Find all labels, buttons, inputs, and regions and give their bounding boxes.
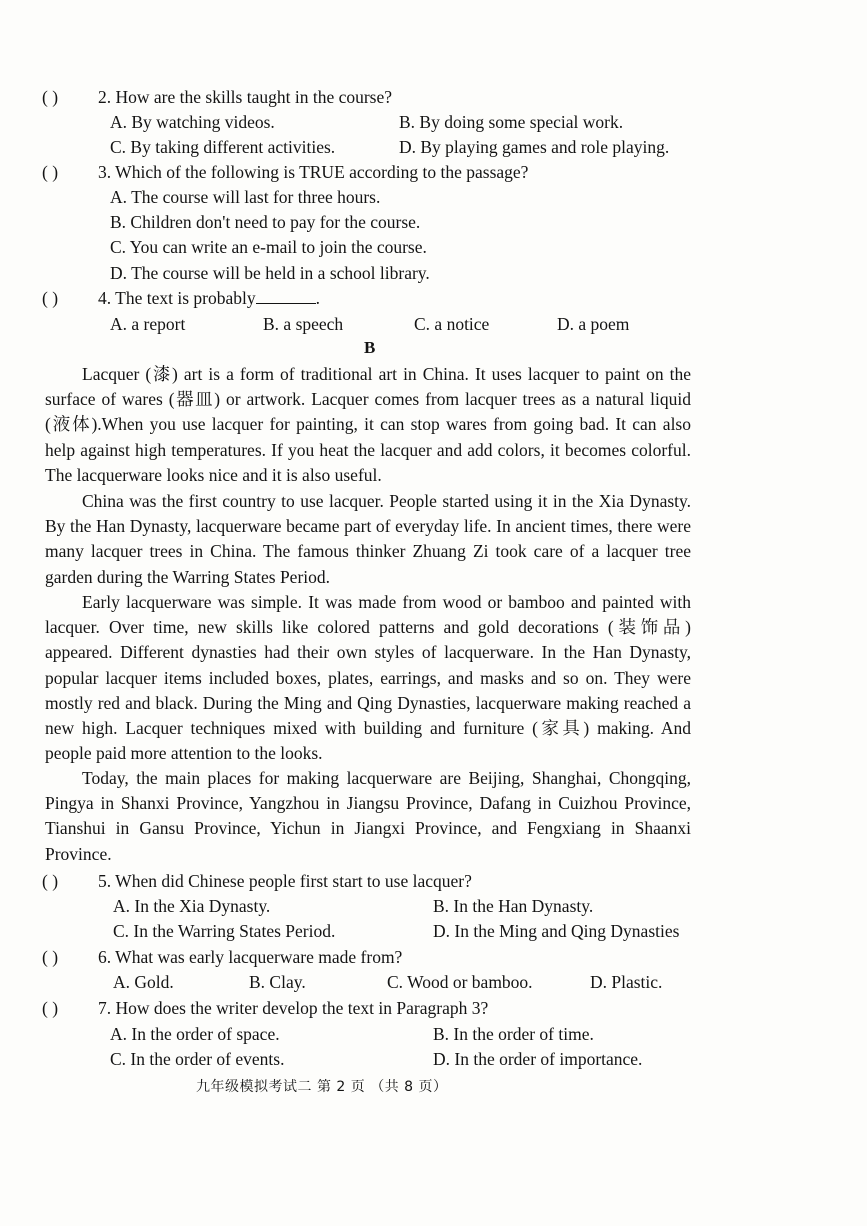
question-stem-end: . [315,288,321,308]
question-3 [42,161,528,183]
option-c: C. In the order of events. [110,1049,285,1069]
option-b: B. In the order of time. [433,1024,594,1044]
option-b: B. a speech [263,314,344,334]
option-a: A. In the Xia Dynasty. [113,896,271,916]
section-title: B [364,338,376,357]
option-c: C. a notice [414,314,490,334]
option-b: B. In the Han Dynasty. [433,896,594,916]
option-c: C. You can write an e-mail to join the course. [110,237,427,257]
page-footer: 九年级模拟考试二 第 2 页 （共 8 页） [196,1079,448,1095]
option-a: A. In the order of space. [110,1024,280,1044]
question-4 [42,287,320,309]
passage-paragraph-2: China was the first country to use lacquer. People started using it in the Xia Dynasty. By the Han Dynasty, lacquerware became part of everyday life. In ancient times, there were many lacquer trees in China. The famous thinker Zhuang Zi took care of a lacquer tree garden during the Warring States Period. [45,491,691,587]
answer-bracket[interactable]: ( ) [42,871,59,891]
option-b: B. By doing some special work. [399,112,624,132]
passage-paragraph-1: Lacquer (漆) art is a form of traditional art in China. It uses lacquer to paint on the surface of wares (器皿) or artwork. Lacquer comes from lacquer trees as a natural liquid (液体).When you use lacquer for painting, it can stop wares from going bad. It can also help against high temperatures. If you heat the lacquer and add colors, it becomes colorful. The lacquerware looks nice and it is also useful. [45,364,691,485]
question-stem: 4. The text is probably [98,288,256,308]
question-stem: 6. What was early lacquerware made from? [98,947,403,967]
option-d: D. By playing games and role playing. [399,137,670,157]
question-6 [42,946,402,968]
option-a: A. Gold. [113,972,174,992]
answer-bracket[interactable]: ( ) [42,998,59,1018]
option-d: D. The course will be held in a school library. [110,263,430,283]
answer-bracket[interactable]: ( ) [42,947,59,967]
answer-bracket[interactable]: ( ) [42,162,59,182]
answer-bracket[interactable]: ( ) [42,87,59,107]
option-c: C. Wood or bamboo. [387,972,533,992]
question-7 [42,997,488,1019]
question-stem: 7. How does the writer develop the text in Paragraph 3? [98,998,489,1018]
option-a: A. The course will last for three hours. [110,187,381,207]
fill-blank[interactable] [256,289,316,304]
question-stem: 2. How are the skills taught in the course? [98,87,393,107]
option-c: C. In the Warring States Period. [113,921,336,941]
option-d: D. In the Ming and Qing Dynasties [433,921,680,941]
answer-bracket[interactable]: ( ) [42,288,59,308]
option-d: D. a poem [557,314,630,334]
question-5 [42,870,472,892]
option-a: A. a report [110,314,186,334]
option-d: D. Plastic. [590,972,663,992]
question-2 [42,86,392,108]
option-b: B. Clay. [249,972,306,992]
option-b: B. Children don't need to pay for the course. [110,212,421,232]
option-c: C. By taking different activities. [110,137,336,157]
passage-paragraph-4: Today, the main places for making lacquerware are Beijing, Shanghai, Chongqing, Pingya in Shanxi Province, Yangzhou in Jiangsu Province, Dafang in Cuizhou Province, Tianshui in Gansu Province, Yichun in Jiangxi Province, and Fengxiang in Shaanxi Province. [45,768,691,864]
question-stem: 3. Which of the following is TRUE according to the passage? [98,162,529,182]
question-stem: 5. When did Chinese people first start to use lacquer? [98,871,472,891]
option-d: D. In the order of importance. [433,1049,643,1069]
option-a: A. By watching videos. [110,112,275,132]
passage-paragraph-3: Early lacquerware was simple. It was made from wood or bamboo and painted with lacquer. Over time, new skills like colored patterns and gold decorations (装饰品) appeared. Different dynasties had their own styles of lacquerware. In the Han Dynasty, popular lacquer items included boxes, plates, earrings, and masks and so on. They were mostly red and black. During the Ming and Qing Dynasties, lacquerware making reached a new high. Lacquer techniques mixed with building and furniture (家具) making. And people paid more attention to the looks. [45,592,691,764]
